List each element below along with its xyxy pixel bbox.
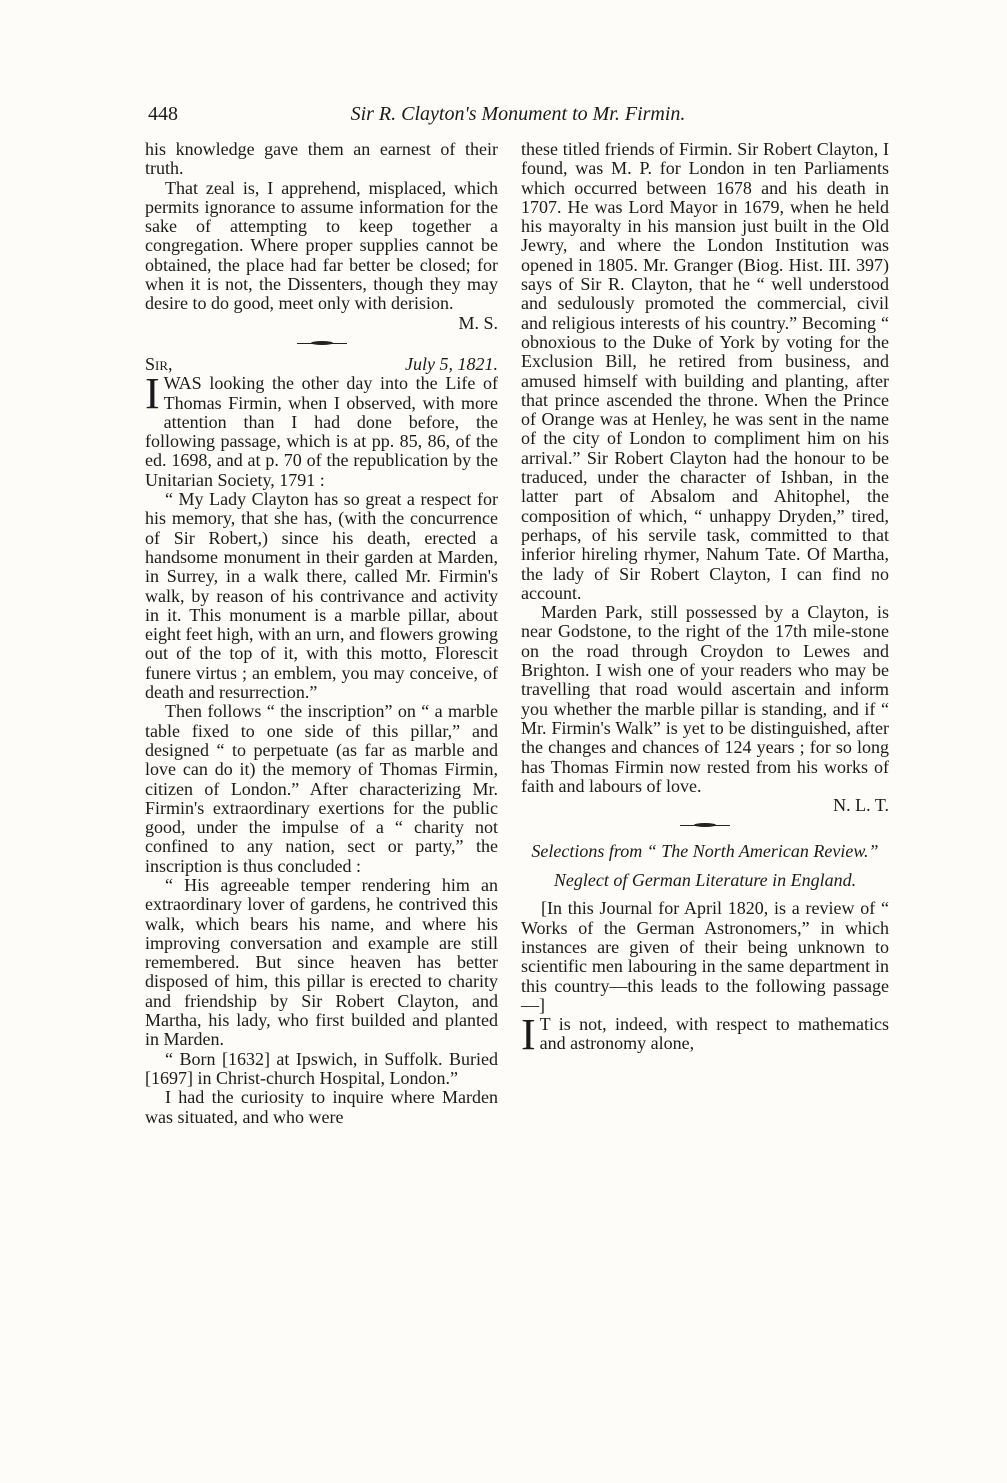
paragraph: his knowledge gave them an earnest of their truth.	[145, 139, 498, 179]
paragraph	[145, 369, 498, 490]
letter-date: July 5, 1821.	[405, 354, 498, 374]
section-divider	[521, 819, 889, 833]
section-subheading: Neglect of German Literature in England.	[553, 870, 857, 891]
salutation: Sir,	[145, 354, 173, 374]
paragraph: Then follows “ the inscription” on “ a marble table fixed to one side of this pillar,” and designed “ to perpetuate (as far as marble and love can do it) the memory of Thomas Firmin, citizen of London.” After characterizing Mr. Firmin's extraordinary exertions for the public good, under the impulse of a “ charity not confined to any nation, sect or party,” the inscription is thus concluded :	[145, 701, 498, 876]
paragraph	[521, 1010, 889, 1060]
right-column	[521, 139, 889, 1060]
paragraph: I had the curiosity to inquire where Marden was situated, and who were	[145, 1087, 498, 1127]
drop-cap: I	[145, 369, 160, 419]
quotation: “ His agreeable temper rendering him an extraordinary lover of gardens, he contrived this walk, which bears his name, and where his improving conversation and example are still remembered. But since heaven has better disposed of him, this pillar is erected to charity and friendship by Sir Robert Clayton, and Martha, his lady, who first builded and planted in Marden.	[145, 874, 498, 1050]
section-divider	[145, 337, 498, 351]
page-number: 448	[148, 103, 178, 125]
letter-opening: WAS looking the other day into the Life of Thomas Firmin, when I observed, with more attention than I had done before, the following passage, which is at pp. 85, 86, of the ed. 1698, and at p. 70 of the republication by the Unitarian Society, 1791 :	[145, 373, 498, 490]
signature: N. L. T.	[833, 795, 889, 816]
paragraph: these titled friends of Firmin. Sir Robert Clayton, I found, was M. P. for London in ten Parliaments which occurred between 1678 and his death in 1707. He was Lord Mayor in 1679, when he held his mayoralty in his mansion just built in the Old Jewry, and where the London Institution was opened in 1805. Mr. Granger (Biog. Hist. III. 397) says of Sir R. Clayton, that he “ well understood and sedulously promoted the commercial, civil and religious interests of his country.” Becoming “ obnoxious to the Duke of York by voting for the Exclusion Bill, he retired from business, and amused himself with building and planting, after that prince ascended the throne. When the Prince of Orange was at Henley, he was sent in the name of the city of London to compliment him on his arrival.” Sir Robert Clayton had the honour to be traduced, under the character of Ishban, in the latter part of Absalom and Ahitophel, the composition of which, “ unhappy Dryden,” tired, perhaps, of his servile task, committed to that inferior hireling rhymer, Nahum Tate. Of Martha, the lady of Sir Robert Clayton, I can find no account.	[521, 139, 889, 603]
letter-dateline	[145, 355, 498, 374]
paragraph: That zeal is, I apprehend, misplaced, which permits ignorance to assume information for the sake of attempting to keep together a congregation. Where proper supplies cannot be obtained, the place had far better be closed; for when it is not, the Dissenters, though they may desire to do good, meet only with derision.	[145, 177, 498, 314]
paragraph: Marden Park, still possessed by a Clayton, is near Godstone, to the right of the 17th mile-stone on the road through Croydon to Lewes and Brighton. I wish one of your readers who may be travelling that road would ascertain and inform you whether the marble pillar is standing, and if “ Mr. Firmin's Walk” is yet to be distinguished, after the changes and chances of 124 years ; for so long has Thomas Firmin now rested from his works of faith and labours of love.	[521, 602, 889, 796]
editorial-note: [In this Journal for April 1820, is a review of “ Works of the German Astronomers,” in which instances are given of their being unknown to scientific men labouring in the same department in this country—this leads to the following passage—]	[521, 898, 889, 1015]
section-heading: Selections from “ The North American Review.”	[531, 841, 879, 862]
quotation: “ Born [1632] at Ipswich, in Suffolk. Buried [1697] in Christ-church Hospital, London.”	[145, 1048, 498, 1088]
quotation: “ My Lady Clayton has so great a respect for his memory, that she has, (with the concurrence of Sir Robert,) since his death, erected a handsome monument in their garden at Marden, in Surrey, in a walk there, called Mr. Firmin's walk, by reason of his contrivance and activity in it. This monument is a marble pillar, about eight feet high, with an urn, and flowers growing out of the top of it, with this motto, Florescit funere virtus ; an emblem, you may conceive, of death and resurrection.”	[145, 489, 498, 703]
left-column	[145, 140, 498, 1127]
page-header	[148, 103, 888, 135]
drop-cap: I	[521, 1010, 536, 1060]
article-opening: T is not, indeed, with respect to mathematics and astronomy alone,	[539, 1014, 889, 1054]
signature: M. S.	[458, 312, 498, 333]
running-title: Sir R. Clayton's Monument to Mr. Firmin.	[350, 103, 686, 125]
